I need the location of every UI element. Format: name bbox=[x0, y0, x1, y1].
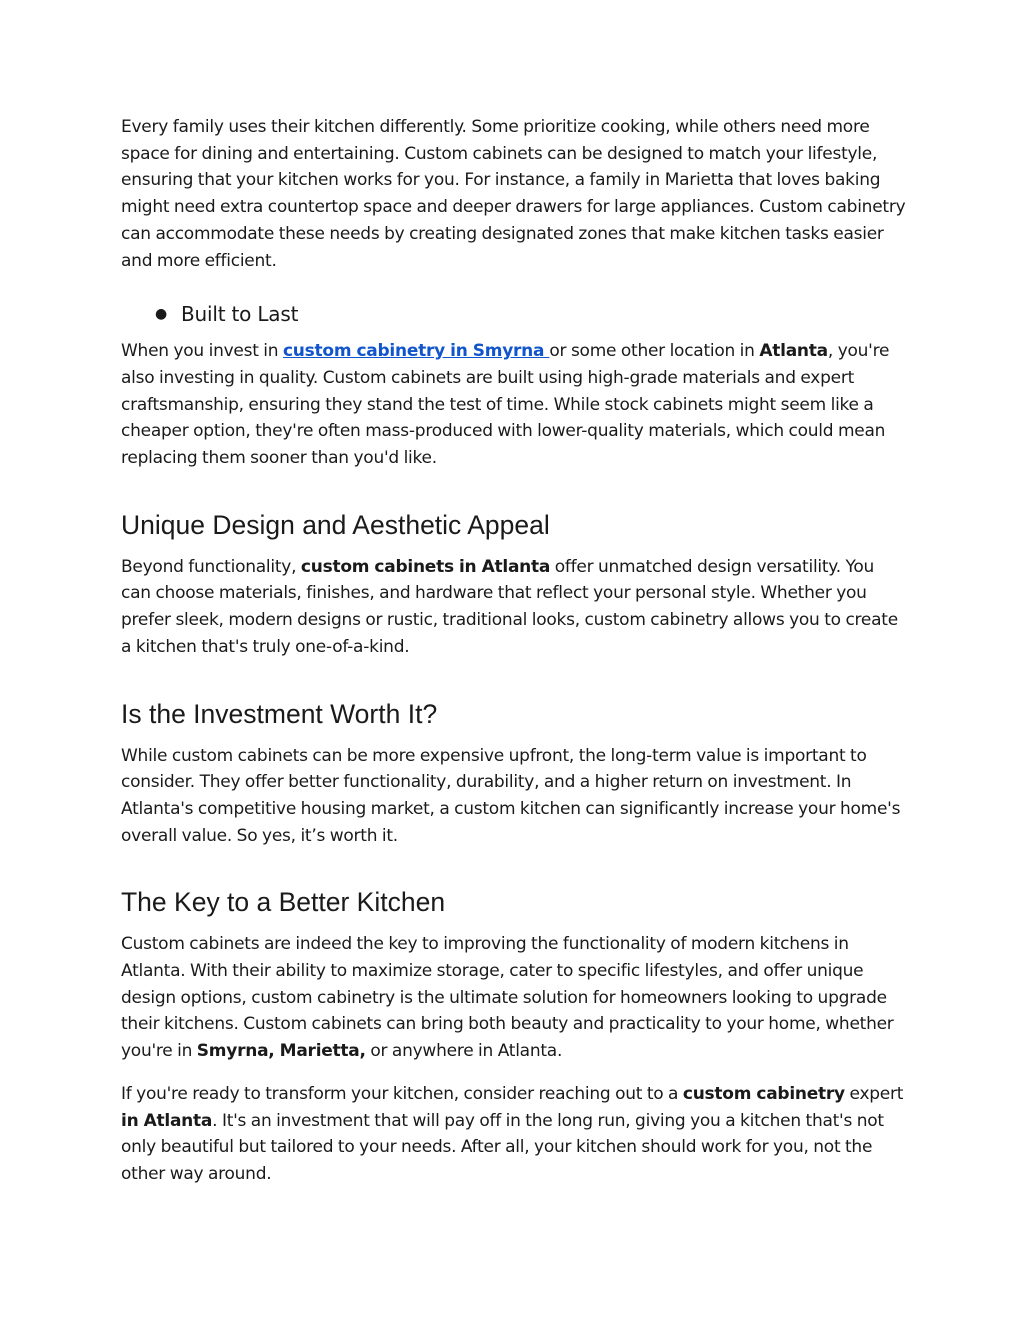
intro-paragraph: Every family uses their kitchen differently. Some prioritize cooking, while others need more space for dining and entertaining. Custom cabinets can be designed to match your lifestyle, ensuring that your kitchen works for you. For instance, a family in Marietta that loves baking might need extra countertop space and deeper drawers for large appliances. Custom cabinetry can accommodate these needs by creating designated zones that make kitchen tasks easier and more efficient. bbox=[121, 117, 906, 271]
bold-text: Smyrna, Marietta, bbox=[196, 1041, 366, 1062]
investment-paragraph: While custom cabinets can be more expensive upfront, the long-term value is important to consider. They offer better functionality, durability, and a higher return on investment. In Atlanta's competitive housing market, a custom kitchen can significantly increase your home's overall value. So yes, it’s worth it. bbox=[121, 745, 901, 846]
text-span: , you're also investing in quality. Custom cabinets are built using high-grade materials and expert craftsmanship, ensuring they stand the test of time. While stock cabinets might seem like a cheaper option, they're often mass-produced with lower-quality materials, which could mean replacing them sooner than you'd like. bbox=[121, 341, 890, 469]
text-span: Beyond functionality, bbox=[121, 556, 301, 577]
built-to-last-paragraph bbox=[121, 338, 907, 472]
bold-text: custom cabinets in Atlanta bbox=[300, 556, 551, 577]
text-span: Custom cabinets are indeed the key to improving the functionality of modern kitchens in Atlanta. With their ability to maximize storage, cater to specific lifestyles, and offer unique design options, custom cabinetry is the ultimate solution for homeowners looking to upgrade their kitchens. Custom cabinets can bring both beauty and practicality to your home, whether you're in bbox=[121, 934, 894, 1062]
bullet-label: Built to Last bbox=[181, 302, 299, 327]
bullet-item bbox=[155, 300, 907, 328]
text-span: If you're ready to transform your kitchen, consider reaching out to a bbox=[121, 1083, 683, 1104]
heading-investment: Is the Investment Worth It? bbox=[121, 698, 438, 729]
bold-text: in Atlanta bbox=[121, 1110, 213, 1131]
text-span: expert bbox=[844, 1083, 904, 1104]
text-span: or some other location in bbox=[549, 341, 760, 362]
bold-text: Atlanta bbox=[759, 341, 828, 362]
text-span: When you invest in bbox=[121, 341, 283, 362]
custom-cabinetry-smyrna-link[interactable]: custom cabinetry in Smyrna bbox=[282, 341, 550, 362]
key-paragraph-1 bbox=[121, 931, 907, 1065]
key-paragraph-2 bbox=[121, 1081, 907, 1188]
design-paragraph bbox=[121, 554, 907, 661]
document-page bbox=[121, 114, 907, 1188]
text-span: or anywhere in Atlanta. bbox=[365, 1041, 563, 1062]
bold-text: custom cabinetry bbox=[682, 1083, 845, 1104]
heading-design: Unique Design and Aesthetic Appeal bbox=[121, 509, 550, 540]
bullet-icon: ● bbox=[155, 306, 168, 323]
text-span: offer unmatched design versatility. You can choose materials, finishes, and hardware that reflect your personal style. Whether you prefer sleek, modern designs or rustic, traditional looks, custom cabinetry allows you to create a kitchen that's truly one-of-a-kind. bbox=[121, 556, 898, 657]
heading-key: The Key to a Better Kitchen bbox=[121, 887, 446, 918]
text-span: . It's an investment that will pay off in the long run, giving you a kitchen that's not only beautiful but tailored to your needs. After all, your kitchen should work for you, not the other way around. bbox=[121, 1110, 884, 1184]
